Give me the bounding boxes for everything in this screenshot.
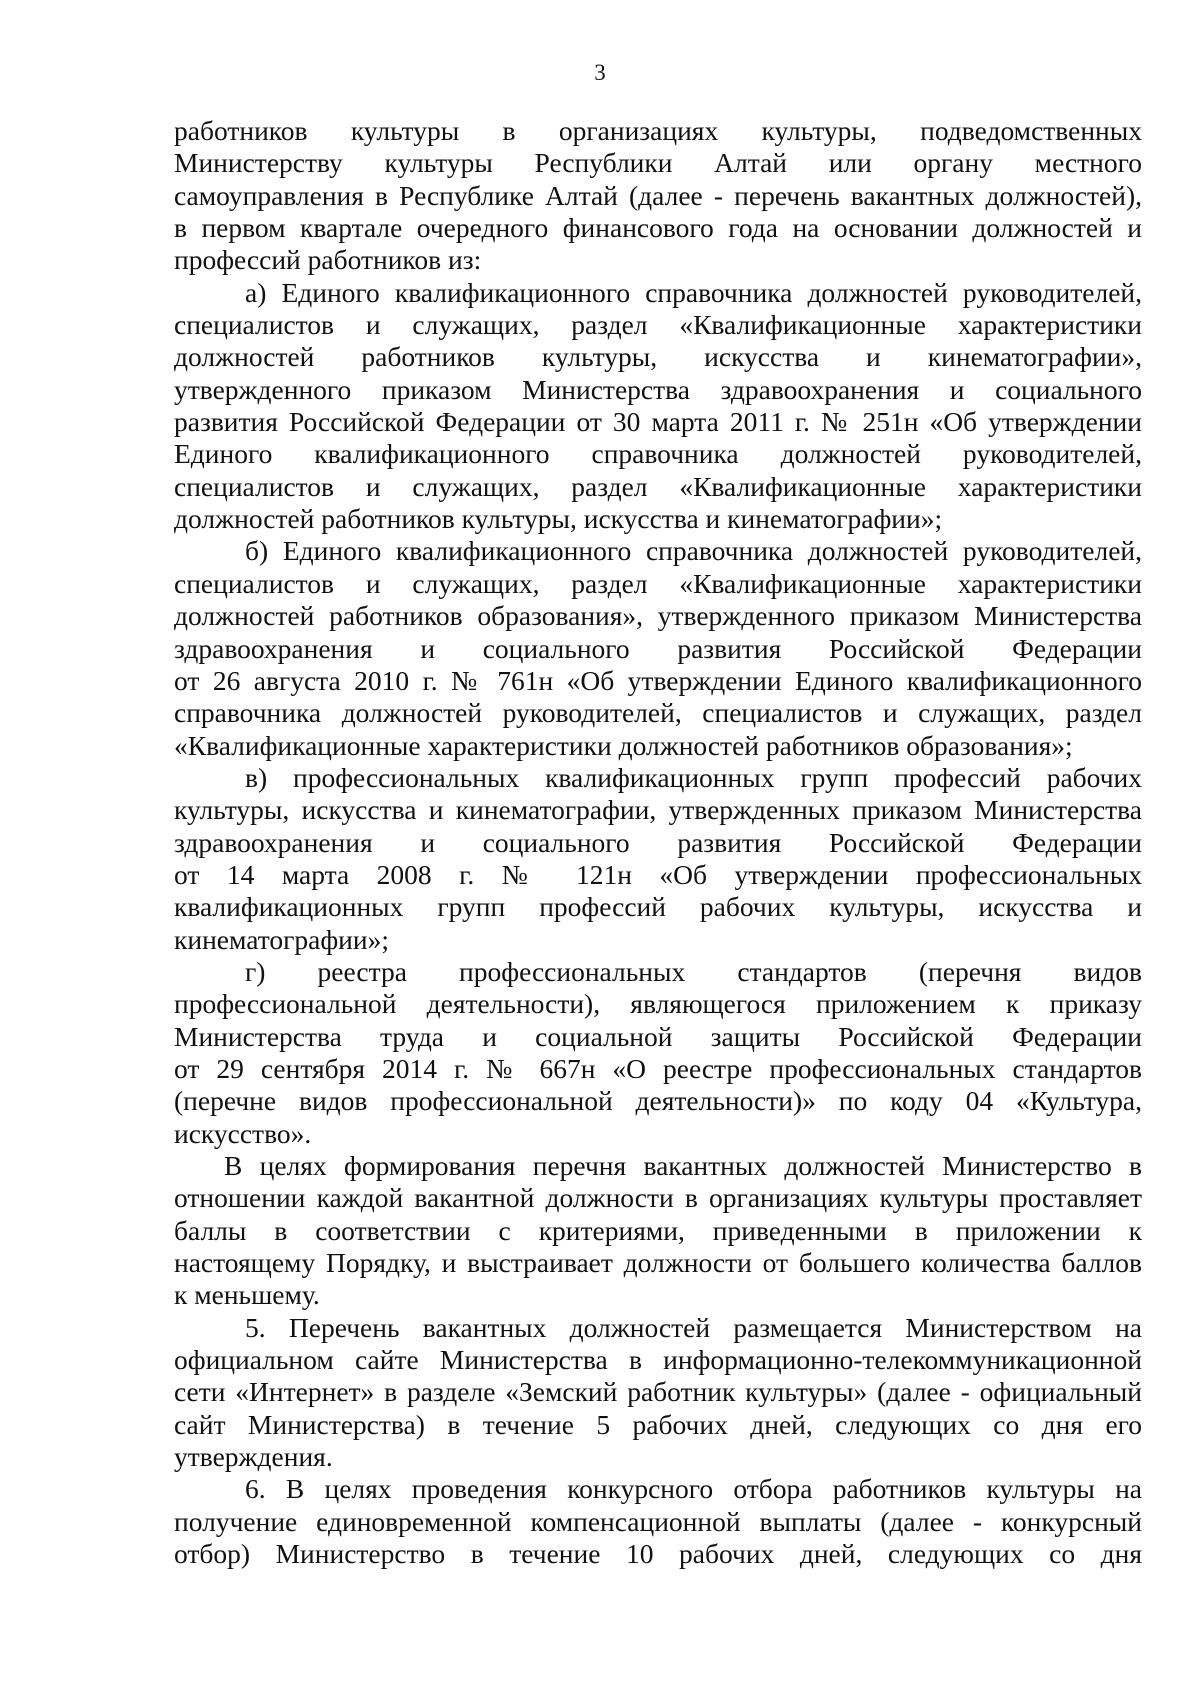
text-line: в) профессиональных квалификационных групп профессий рабочих bbox=[245, 761, 1142, 793]
text-line: здравоохранения и социального развития Российской Федерации bbox=[174, 632, 1142, 664]
text-line: официальном сайте Министерства в информационно-телекоммуникационной bbox=[174, 1344, 1142, 1376]
text-line: «Квалификационные характеристики должностей работников образования»; bbox=[174, 729, 1073, 761]
text-line: Министерства труда и социальной защиты Российской Федерации bbox=[174, 1020, 1142, 1052]
text-line: специалистов и служащих, раздел «Квалификационные характеристики bbox=[174, 309, 1142, 341]
text-line: кинематографии»; bbox=[174, 923, 389, 955]
text-line: квалификационных групп профессий рабочих культуры, искусства и bbox=[174, 891, 1142, 923]
text-line: сайт Министерства) в течение 5 рабочих дней, следующих со дня его bbox=[174, 1408, 1142, 1440]
text-line: от 14 марта 2008 г. № 121н «Об утверждении профессиональных bbox=[174, 858, 1142, 890]
text-line: отношении каждой вакантной должности в организациях культуры проставляет bbox=[174, 1182, 1142, 1214]
text-line: баллы в соответствии с критериями, приведенными в приложении к bbox=[174, 1214, 1142, 1246]
text-line: специалистов и служащих, раздел «Квалификационные характеристики bbox=[174, 567, 1142, 599]
text-line: В целях формирования перечня вакантных должностей Министерство в bbox=[224, 1150, 1142, 1181]
text-line: отбор) Министерство в течение 10 рабочих дней, следующих со дня bbox=[174, 1538, 1142, 1570]
text-line: к меньшему. bbox=[174, 1279, 320, 1311]
document-body bbox=[174, 115, 1142, 1570]
text-line: здравоохранения и социального развития Российской Федерации bbox=[174, 826, 1142, 858]
text-line: специалистов и служащих, раздел «Квалификационные характеристики bbox=[174, 470, 1142, 502]
text-line: культуры, искусства и кинематографии, утвержденных приказом Министерства bbox=[174, 794, 1142, 826]
text-line: самоуправления в Республике Алтай (далее - перечень вакантных должностей), bbox=[174, 179, 1142, 211]
text-line: утвержденного приказом Министерства здравоохранения и социального bbox=[174, 373, 1142, 405]
text-line: б) Единого квалификационного справочника должностей руководителей, bbox=[245, 535, 1142, 567]
text-line: (перечне видов профессиональной деятельности)» по коду 04 «Культура, bbox=[174, 1085, 1142, 1117]
text-line: работников культуры в организациях культуры, подведомственных bbox=[174, 115, 1142, 146]
text-line: должностей работников образования», утвержденного приказом Министерства bbox=[174, 600, 1142, 632]
text-line: должностей работников культуры, искусства и кинематографии», bbox=[174, 341, 1142, 373]
text-line: 5. Перечень вакантных должностей размещается Министерством на bbox=[245, 1311, 1142, 1343]
text-line: получение единовременной компенсационной выплаты (далее - конкурсный bbox=[174, 1505, 1142, 1537]
text-line: а) Единого квалификационного справочника должностей руководителей, bbox=[245, 276, 1142, 308]
text-line: настоящему Порядку, и выстраивает должности от большего количества баллов bbox=[174, 1247, 1142, 1279]
text-line: от 29 сентября 2014 г. № 667н «О реестре профессиональных стандартов bbox=[174, 1052, 1142, 1084]
text-line: г) реестра профессиональных стандартов (перечня видов bbox=[245, 955, 1142, 987]
text-line: 6. В целях проведения конкурсного отбора работников культуры на bbox=[245, 1473, 1142, 1505]
text-line: в первом квартале очередного финансового года на основании должностей и bbox=[174, 212, 1142, 244]
page-number: 3 bbox=[594, 60, 606, 85]
text-line: должностей работников культуры, искусства и кинематографии»; bbox=[174, 503, 943, 535]
text-line: Единого квалификационного справочника должностей руководителей, bbox=[174, 438, 1142, 470]
text-line: утверждения. bbox=[174, 1441, 333, 1473]
text-line: искусство». bbox=[174, 1117, 312, 1149]
text-line: Министерству культуры Республики Алтай или органу местного bbox=[174, 147, 1142, 179]
text-line: справочника должностей руководителей, специалистов и служащих, раздел bbox=[174, 697, 1142, 729]
text-line: от 26 августа 2010 г. № 761н «Об утверждении Единого квалификационного bbox=[174, 664, 1142, 696]
text-line: развития Российской Федерации от 30 марта 2011 г. № 251н «Об утверждении bbox=[174, 406, 1142, 438]
text-line: профессиональной деятельности), являющегося приложением к приказу bbox=[174, 988, 1142, 1020]
text-line: сети «Интернет» в разделе «Земский работник культуры» (далее - официальный bbox=[174, 1376, 1142, 1408]
text-line: профессий работников из: bbox=[174, 244, 482, 276]
